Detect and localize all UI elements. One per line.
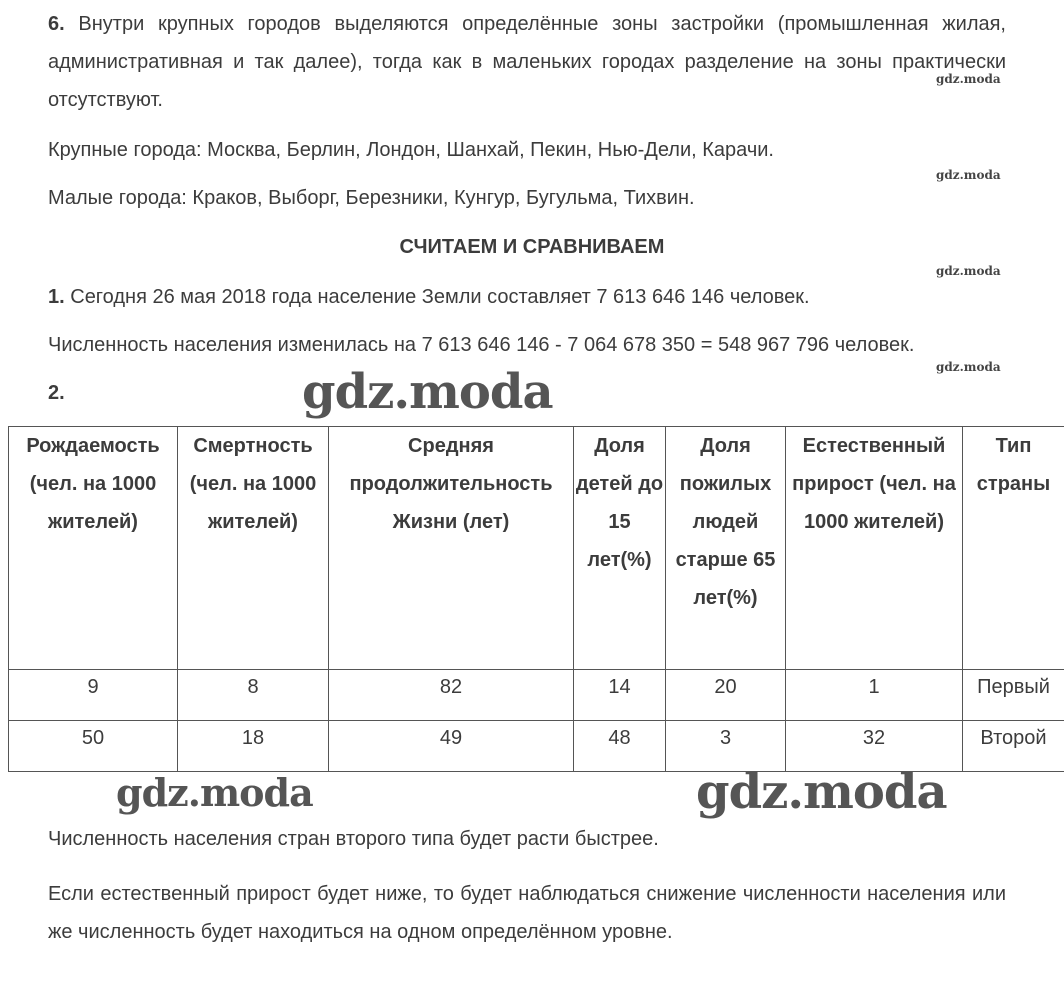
header-natural-growth: Естественный прирост (чел. на 1000 жителей) bbox=[786, 427, 963, 670]
item-1 bbox=[48, 278, 1006, 316]
item-text: Сегодня 26 мая 2018 года население Земли составляет 7 613 646 146 человек. bbox=[64, 286, 810, 308]
header-children-share: Доля детей до 15 лет(%) bbox=[574, 427, 666, 670]
header-birth-rate: Рождаемость (чел. на 1000 жителей) bbox=[9, 427, 178, 670]
cell-type: Первый bbox=[963, 670, 1064, 721]
cell-life: 49 bbox=[329, 721, 574, 772]
section-title: СЧИТАЕМ И СРАВНИВАЕМ bbox=[399, 236, 665, 258]
cell-birth: 50 bbox=[9, 721, 178, 772]
cell-elderly: 3 bbox=[666, 721, 786, 772]
conclusion-2: Если естественный прирост будет ниже, то будет наблюдаться снижение численности населения или же численность будет находиться на одном определённом уровне. bbox=[48, 883, 1006, 943]
small-cities-line: Малые города: Краков, Выборг, Березники, Кунгур, Бугульма, Тихвин. bbox=[48, 187, 695, 209]
cell-death: 18 bbox=[178, 721, 329, 772]
watermark-small: gdz.moda bbox=[936, 72, 1001, 86]
population-change-line: Численность населения изменилась на 7 613 646 146 - 7 064 678 350 = 548 967 796 человек. bbox=[48, 334, 915, 356]
watermark-large: gdz.moda bbox=[696, 764, 947, 820]
watermark-small: gdz.moda bbox=[936, 168, 1001, 182]
header-country-type: Тип страны bbox=[963, 427, 1064, 670]
cell-children: 48 bbox=[574, 721, 666, 772]
cell-death: 8 bbox=[178, 670, 329, 721]
watermark-large: gdz.moda bbox=[302, 364, 553, 420]
header-life-expectancy-line1: Средняя продолжительность bbox=[349, 435, 553, 495]
cell-type: Второй bbox=[963, 721, 1064, 772]
cell-growth: 1 bbox=[786, 670, 963, 721]
watermark-large: gdz.moda bbox=[116, 770, 313, 815]
cell-birth: 9 bbox=[9, 670, 178, 721]
header-life-expectancy bbox=[329, 427, 574, 670]
paragraph-number: 6. bbox=[48, 13, 65, 35]
table-row bbox=[9, 670, 1064, 721]
demography-table bbox=[8, 426, 1064, 772]
header-elderly-share: Доля пожилых людей старше 65 лет(%) bbox=[666, 427, 786, 670]
item-number: 1. bbox=[48, 286, 65, 308]
table-header-row bbox=[9, 427, 1064, 670]
watermark-small: gdz.moda bbox=[936, 360, 1001, 374]
large-cities-line: Крупные города: Москва, Берлин, Лондон, Шанхай, Пекин, Нью-Дели, Карачи. bbox=[48, 139, 774, 161]
cell-children: 14 bbox=[574, 670, 666, 721]
header-death-rate: Смертность (чел. на 1000 жителей) bbox=[178, 427, 329, 670]
watermark-small: gdz.moda bbox=[936, 264, 1001, 278]
cell-life: 82 bbox=[329, 670, 574, 721]
item-2-number: 2. bbox=[48, 382, 65, 404]
cell-growth: 32 bbox=[786, 721, 963, 772]
cell-elderly: 20 bbox=[666, 670, 786, 721]
paragraph-6 bbox=[48, 5, 1006, 119]
header-life-expectancy-line2: Жизни (лет) bbox=[392, 511, 510, 533]
conclusion-1: Численность населения стран второго типа будет расти быстрее. bbox=[48, 828, 659, 850]
paragraph-text: Внутри крупных городов выделяются определённые зоны застройки (промышленная жилая, административная и так далее), тогда как в маленьких городах разделение на зоны практически отсутствуют. bbox=[48, 13, 1006, 111]
